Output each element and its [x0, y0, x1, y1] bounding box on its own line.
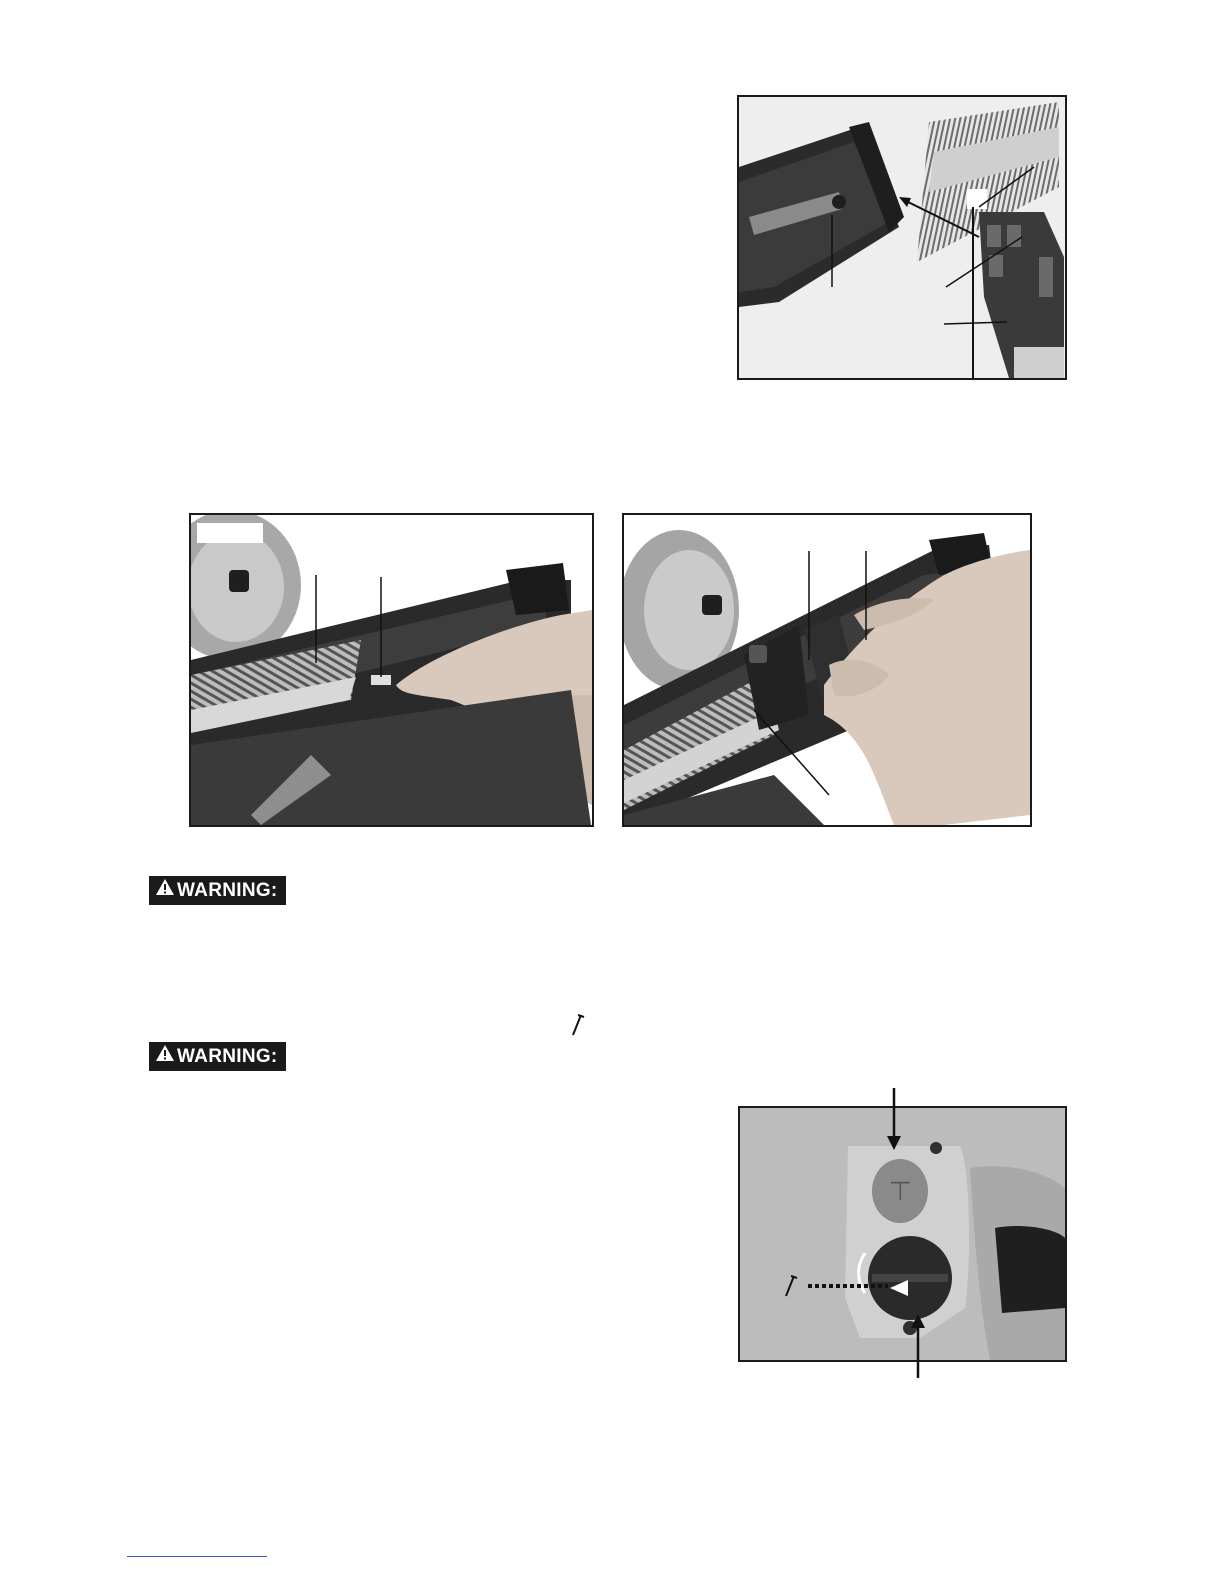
warning-label: WARNING: [177, 1046, 278, 1067]
pointer-arrow-top [884, 1088, 904, 1152]
figure-strip-inserted [189, 513, 594, 827]
figure-magazine-loading [737, 95, 1067, 380]
warning-label: WARNING: [177, 880, 278, 901]
warning-badge [149, 1042, 286, 1071]
svg-text:⊢: ⊢ [885, 1179, 915, 1203]
footer-rule [127, 1556, 267, 1557]
figure-pusher-release [622, 513, 1032, 827]
magazine-loading-photo [739, 97, 1065, 378]
pointer-arrow-bottom [908, 1310, 928, 1378]
warning-triangle-icon [155, 1042, 175, 1071]
strip-inserted-photo [191, 515, 592, 825]
pusher-release-photo [624, 515, 1030, 825]
warning-triangle-icon [155, 876, 175, 905]
nail-icon [569, 1012, 585, 1038]
warning-badge [149, 876, 286, 905]
